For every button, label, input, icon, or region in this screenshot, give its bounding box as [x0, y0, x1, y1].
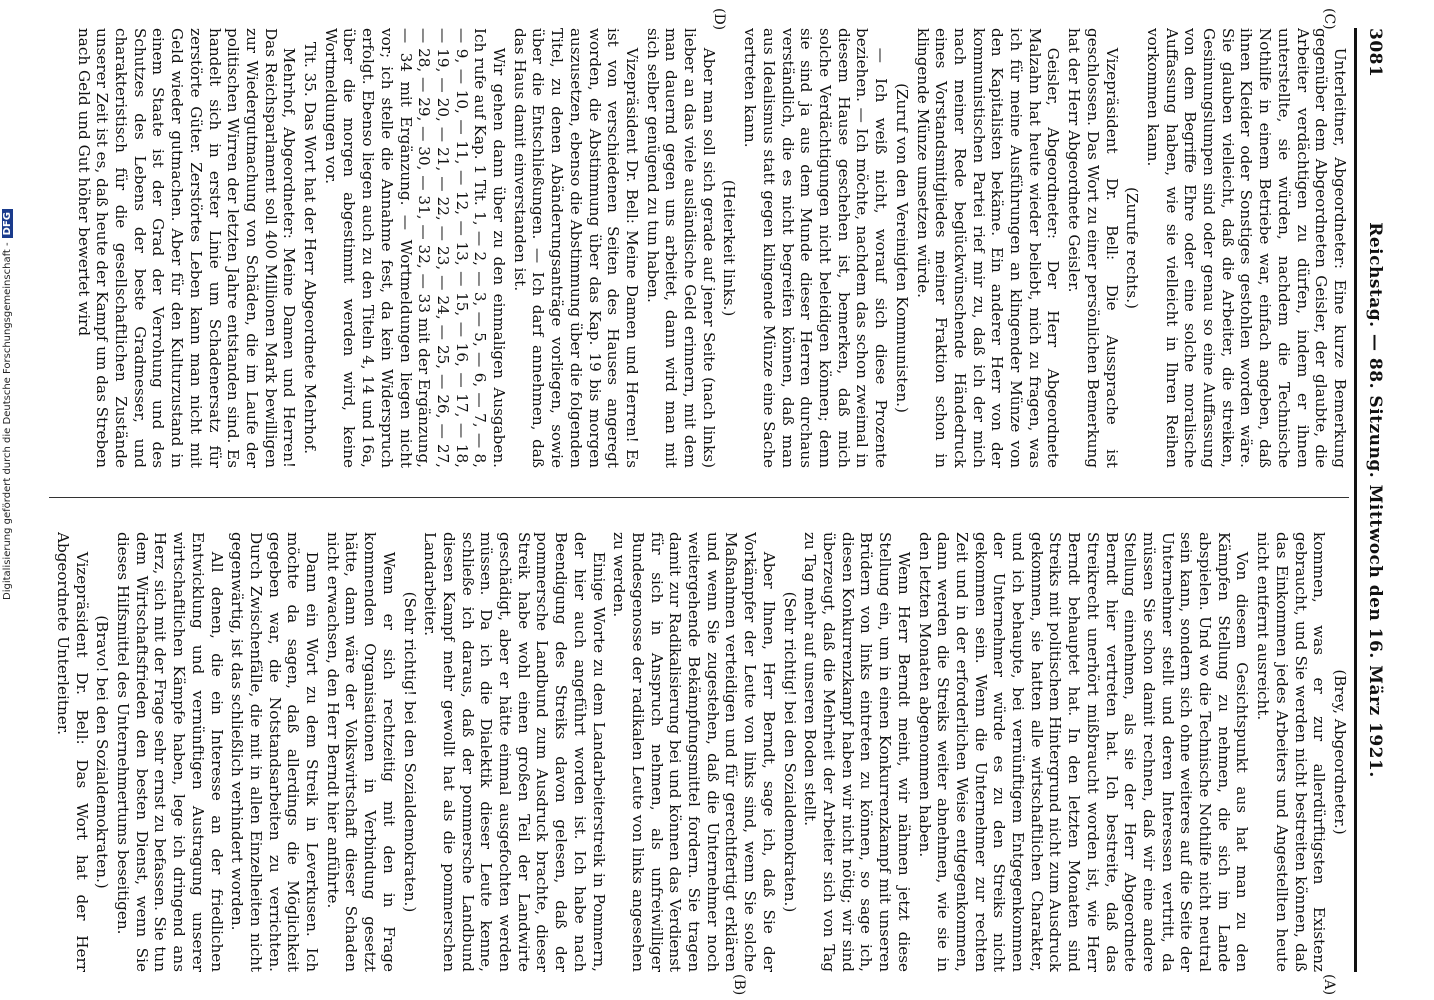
- paragraph: Einige Worte zu dem Landarbeiterstreik in Pommern, der hier auch angeführt worden ist. Ich habe nach Beendigung des Streiks davon gelesen, daß der pommersche Landbund zum Ausdruck brachte, dieser Streik habe wohl einen großen Teil der Landwirte geschädigt, aber er hätte einmal ausgefochten werden müssen. Da ich die Dialektik dieser Leute kenne, schließe ich daraus, daß der pommersche Landbund diesen Kampf mehr gewollt hat als die pommerschen Landarbeiter.: [421, 532, 608, 972]
- page-header: [1354, 28, 1391, 972]
- interjection: (Sehr richtig! bei den Sozialdemokraten.): [780, 591, 799, 913]
- paragraph: Tit. 35. Das Wort hat der Herr Abgeordnete Mehrhof.: [301, 41, 320, 455]
- paragraph: Von diesem Gesichtspunkt aus hat man zu den Kämpfen Stellung zu nehmen, die sich im Lande abspielen. Und wo die Technische Nothilfe nicht neutral sein kann, sondern sich ohne weiteres auf die Seite der Unternehmer stellt und deren Interessen vertritt, da müssen Sie schon damit rechnen, daß wir eine andere Stellung einnehmen, als sie der Herr Abgeordnete Berndt hier vertreten hat. Ich bestreite, daß das Streikrecht unerhört mißbraucht worden ist, wie Herr Berndt behauptet hat. In den letzten Monaten sind Streiks mit politischem Hintergrund nicht zum Ausdruck gekommen, sie hatten alle wirtschaftlichen Charakter, und ich behaupte, bei vernünftigem Entgegenkommen der Unternehmer würde es zu den Streiks nicht gekommen sein. Wenn die Unternehmer zur rechten Zeit und in der erforderlichen Weise entgegenkommen, dann werden die Streiks weiter abnehmen, wie sie in den letzten Monaten abgenommen haben.: [915, 532, 1252, 972]
- page-number: 3081: [1365, 28, 1385, 78]
- interjection: (Sehr richtig! bei den Sozialdemokraten.): [400, 591, 419, 913]
- margin-marker-d: (D): [711, 8, 727, 31]
- text-column-left: [49, 28, 1349, 468]
- margin-marker-c: (C): [1321, 8, 1337, 30]
- dfg-logo: DFG: [2, 209, 13, 238]
- speaker-continuation: (Brey, Abgeordneter.): [1331, 669, 1349, 835]
- interjection: (Zuruf von den Vereinigten Kommunisten.): [892, 83, 911, 413]
- credit-text: Digitalisierung gefördert durch die Deutsche Forschungsgemeinschaft -: [2, 242, 13, 600]
- page-title: Reichstag. — 88. Sitzung. Mittwoch den 16. März 1921.: [1365, 222, 1385, 778]
- paragraph: Aber man soll sich gerade auf jener Seite (nach links) lieber an das viele ausländische Geld erinnern, mit dem man dauernd gegen uns arbeitet, dann wird man mit sich selber genügend zu tun haben.: [643, 28, 718, 468]
- paragraph: Unterleitner, Abgeordneter: Eine kurze Bemerkung gegenüber dem Abgeordneten Geisler, der glaubte, die Arbeiter verdächtigen zu dürfen, indem er ihnen unterstellte, sie würden, nachdem die Technische Nothilfe in einem Betriebe war, einfach angeben, daß ihnen Kleider oder Sonstiges gestohlen worden wäre. Sie glauben vielleicht, daß die Arbeiter, die streiken, Gesinnungslumpen sind oder genau so eine Auffassung von dem Begriffe Ehre oder eine solche moralische Auffassung haben, wie sie vielleicht in Ihren Reihen vorkommen kann.: [1143, 28, 1349, 468]
- paragraph: Wenn er sich rechtzeitig mit den in Frage kommenden Organisationen in Verbindung gesetzt hätte, dann wäre der Volkswirtschaft dieser Schaden nicht erwachsen, den Herr Berndt hier anführte.: [323, 532, 398, 972]
- margin-marker-a: (A): [1321, 974, 1337, 996]
- paragraph: Wenn Herr Berndt meint, wir nähmen jetzt diese Stellung ein, um in einen Konkurrenzkampf mit unseren Brüdern von links eintreten zu können, so sage ich, diesen Konkurrenzkampf haben wir nicht nötig; wir sind überzeugt, daß die Mehrheit der Arbeiter sich von Tag zu Tag mehr auf unseren Boden stellt.: [801, 532, 913, 972]
- paragraph: All denen, die ein Interesse an der friedlichen Entwicklung und vernünftigen Austragung unserer wirtschaftlichen Kämpfe haben, lege ich dringend ans Herz, sich mit der Frage sehr ernst zu befassen. Sie tun dem Wirtschaftsfrieden den besten Dienst, wenn Sie dieses Hilfsmittel des Unternehmertums beseitigen.: [114, 532, 226, 972]
- paragraph: Mehrhof, Abgeordneter: Meine Damen und Herren! Das Reichsparlament soll 400 Millionen Mark bewilligen zur Wiedergutmachung von Schäden, die im Laufe der politischen Wirren der letzten Jahre entstanden sind. Es handelt sich in erster Linie um Schadenersatz für zerstörte Güter. Zerstörtes Leben kann man nicht mit Geld wieder gutmachen. Aber für den Kulturzustand in einem Staate ist der Grad der Verrohung und des Schutzes des Lebens der beste Gradmesser, und charakteristisch für die gesellschaftlichen Zustände unserer Zeit ist es, daß heute der Kampf um das Streben nach Geld und Gut höher bewertet wird: [74, 28, 299, 468]
- paragraph: Vizepräsident Dr. Bell: Meine Damen und Herren! Es ist von verschiedenen Seiten des Hauses angeregt worden, die Abstimmung über das Kap. 19 bis morgen auszusetzen, ebenso die Abstimmung über die folgenden Titel, zu denen Abänderungsanträge vorliegen, sowie über die Entschließungen. — Ich darf annehmen, daß das Haus damit einverstanden ist.: [510, 28, 641, 468]
- paragraph: Geisler, Abgeordneter: Der Herr Abgeordnete Malzahn hat heute wieder beliebt, mich zu fragen, was ich für meine Ausführungen an klingender Münze von den Kapitalisten bekäme. Ein anderer Herr von der kommunistischen Partei rief mir zu, daß ich der mich nach meiner Rede beglückwünschende Händedruck eines Vorstandsmitgliedes meiner Fraktion schon in klingende Münze umsetzen würde.: [913, 28, 1063, 468]
- paragraph: — Ich weiß nicht, worauf sich diese Prozente beziehen. — Ich möchte, nachdem das schon zweimal in diesem Hause geschehen ist, bemerken, daß mich solche Verdächtigungen nicht beleidigen können; denn sie sind ja aus dem Munde dieser Herren durchaus verständlich, die es nicht begreifen können, daß man aus Idealismus statt gegen klingende Münze eine Sache vertreten kann.: [741, 28, 891, 468]
- margin-marker-b: (B): [731, 974, 747, 996]
- paragraph: Dann ein Wort zu dem Streik in Leverkusen. Ich möchte da sagen, daß allerdings die Möglichkeit gegeben war, die Notstandsarbeiten zu verrichten. Durch Zwischenfälle, die mit in allen Einzelheiten nicht gegenwärtig, ist das schließlich verhindert worden.: [228, 532, 322, 972]
- interjection: (Bravo! bei den Sozialdemokraten.): [93, 615, 112, 889]
- paragraph: Aber Ihnen, Herr Berndt, sage ich, daß Sie der Vorkämpfer der Leute von links sind, wenn Sie solche Maßnahmen verteidigen und für gerechtfertigt erklären und wenn Sie zugestehen, daß die Unternehmer noch weitergehende Bekämpfungsmittel fordern. Sie tragen damit zur Radikalisierung bei und können das Verdienst für sich in Anspruch nehmen, als unfreiwilliger Bundesgenosse der radikalen Leute von links angesehen zu werden.: [610, 532, 778, 972]
- paragraph: Vizepräsident Dr. Bell: Die Aussprache ist geschlossen. Das Wort zu einer persönlichen Bemerkung hat der Herr Abgeordnete Geisler.: [1065, 28, 1121, 468]
- digitization-credit: [2, 208, 16, 600]
- text-column-right: [49, 532, 1349, 972]
- paragraph: Vizepräsident Dr. Bell: Das Wort hat der Herr Abgeordnete Unterleitner.: [53, 532, 91, 972]
- column-divider: [49, 497, 1349, 498]
- paragraph: Wir gehen dann über zu den einmaligen Ausgaben. Ich rufe auf Kap. 1 Tit. 1, — 2, — 3, — 5, — 6, — 7, — 8, — 9, — 10, — 11, — 12, — 13, — 15, — 16, — 17, — 18, — 19, — 20, — 21, — 22, — 23, — 24, — 25, — 26, — 27, — 28, — 29, — 30, — 31, — 32, — 33 mit der Ergänzung, — 34 mit Ergänzung. — Wortmeldungen liegen nicht vor; ich stelle die Annahme fest, da kein Widerspruch erfolgt. Ebenso liegen auch zu den Titeln 4, 14 und 16a, über die morgen abgestimmt werden wird, keine Wortmeldungen vor.: [321, 28, 509, 468]
- scanned-page: [27, 0, 1397, 1000]
- paragraph: kommen, was er zur allerdürftigsten Existenz gebraucht, und Sie werden nicht bestreiten können, daß das Einkommen jedes Arbeiters und Angestellten heute nicht entfernt ausreicht.: [1254, 532, 1329, 972]
- interjection: (Zurufe rechts.): [1123, 187, 1142, 309]
- interjection: (Heiterkeit links.): [720, 179, 739, 317]
